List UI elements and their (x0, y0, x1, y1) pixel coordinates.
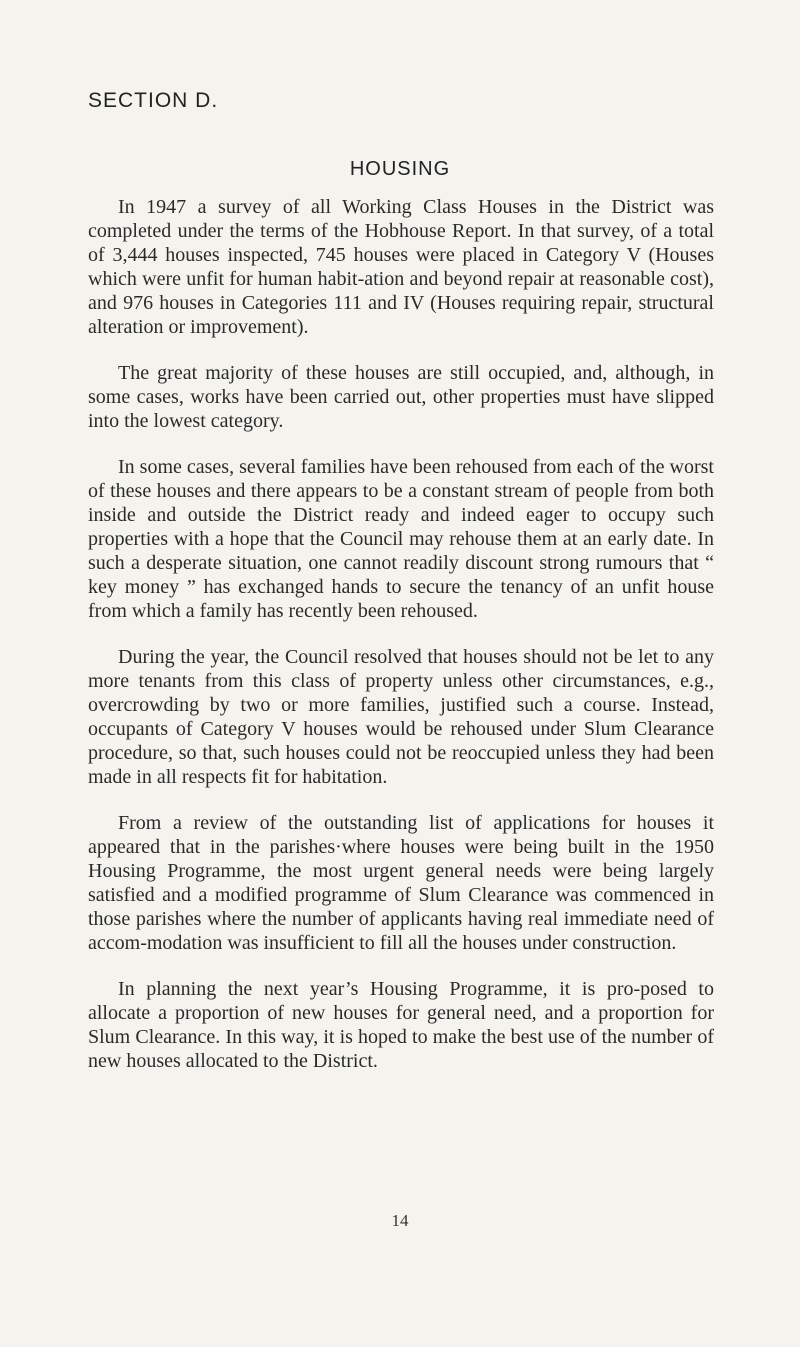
paragraph-housing-programme: In planning the next year’s Housing Programme, it is pro-posed to allocate a proportion of new houses for general need, and a proportion for Slum Clearance. In this way, it is hoped to make the best use of the number of new houses allocated to the District. (88, 978, 714, 1072)
page-number: 14 (391, 1211, 409, 1230)
page-title: HOUSING (349, 158, 451, 180)
paragraph-applications-review: From a review of the outstanding list of applications for houses it appeared that in the parishes·where houses were being built in the 1950 Housing Programme, the most urgent general needs were being largely satisfied and a modified programme of Slum Clearance was commenced in those parishes where the number of applicants having real immediate need of accom-modation was insufficient to fill all the houses under construction. (88, 812, 714, 954)
body-text (88, 195, 714, 1095)
section-heading: SECTION D. (88, 89, 219, 112)
paragraph-survey: In 1947 a survey of all Working Class Houses in the District was completed under the terms of the Hobhouse Report. In that survey, of a total of 3,444 houses inspected, 745 houses were placed in Category V (Houses which were unfit for human habit-ation and beyond repair at reasonable cost), and 976 houses in Categories 111 and IV (Houses requiring repair, structural alteration or improvement). (88, 196, 714, 338)
paragraph-council-resolution: During the year, the Council resolved that houses should not be let to any more tenants from this class of property unless other circumstances, e.g., overcrowding by two or more families, justified such a course. Instead, occupants of Category V houses would be rehoused under Slum Clearance procedure, so that, such houses could not be reoccupied unless they had been made in all respects fit for habitation. (88, 646, 714, 788)
paragraph-rehousing: In some cases, several families have been rehoused from each of the worst of these houses and there appears to be a constant stream of people from both inside and outside the District ready and indeed eager to occupy such properties with a hope that the Council may rehouse them at an early date. In such a desperate situation, one cannot readily discount strong rumours that “ key money ” has exchanged hands to secure the tenancy of an unfit house from which a family has recently been rehoused. (88, 456, 714, 622)
paragraph-occupancy: The great majority of these houses are still occupied, and, although, in some cases, works have been carried out, other properties must have slipped into the lowest category. (88, 362, 714, 432)
